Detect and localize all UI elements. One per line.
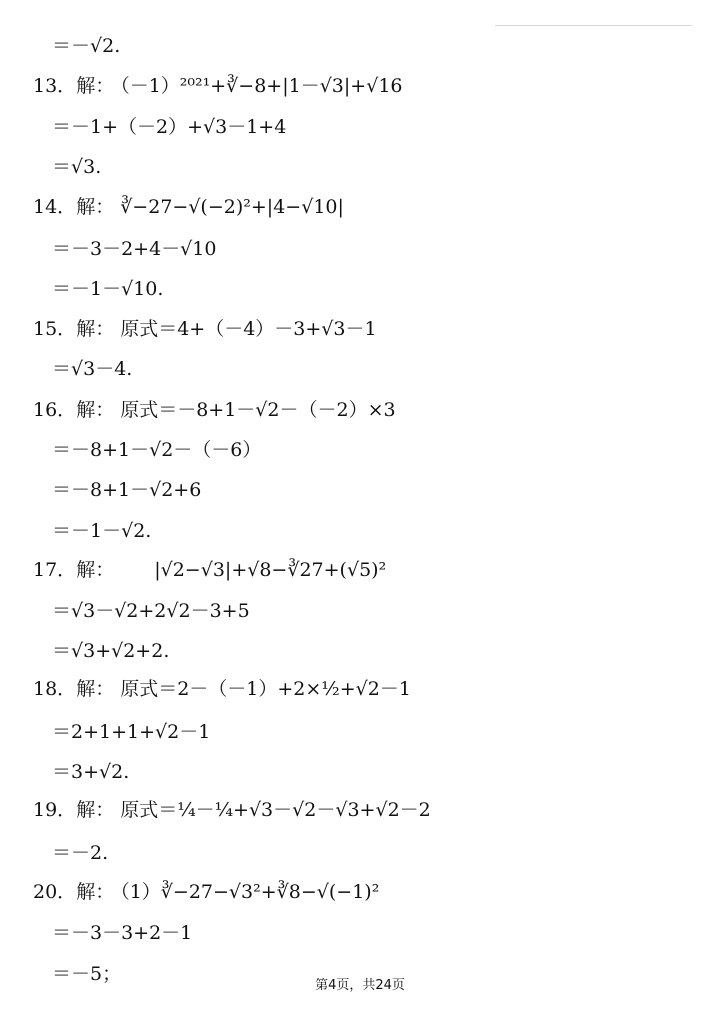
solution-label: 解：: [76, 678, 115, 700]
line-20: ＝－2.: [52, 842, 109, 864]
expression: ∛−27−√(−2)²+|4−√10|: [120, 196, 344, 218]
solution-label: 解：: [76, 399, 115, 421]
expression: （1）∛−27−√3²+∛8−√(−1)²: [120, 881, 380, 903]
solution-label: 解：: [76, 318, 115, 340]
line-22: ＝－3－3+2－1: [52, 922, 193, 944]
page-footer: 第4页，共24页: [315, 978, 405, 993]
question-14: [33, 193, 344, 221]
line-23: ＝－5；: [52, 963, 122, 985]
question-16: [33, 396, 396, 424]
line-14: ＝√3－√2+2√2－3+5: [52, 600, 250, 622]
question-number: 16．: [33, 399, 77, 421]
question-19: [33, 796, 431, 824]
line-17: ＝2+1+1+√2－1: [52, 721, 211, 743]
solution-label: 解：: [76, 881, 115, 903]
line-6: ＝－1－√10.: [52, 278, 164, 300]
solution-label: 解：: [76, 75, 115, 97]
question-number: 18．: [33, 678, 77, 700]
line-12: ＝－1－√2.: [52, 520, 152, 542]
header-rule: [495, 25, 692, 26]
question-15: [33, 315, 377, 343]
question-18: [33, 675, 411, 703]
line-11: ＝－8+1－√2+6: [52, 479, 202, 501]
question-number: 17．: [33, 559, 77, 581]
question-number: 19．: [33, 799, 77, 821]
solution-label: 解：: [76, 799, 115, 821]
question-number: 14．: [33, 196, 77, 218]
expression: |√2−√3|+√8−∛27+(√5)²: [154, 559, 387, 581]
line-18: ＝3+√2.: [52, 761, 130, 783]
line-0: ＝－√2.: [52, 35, 121, 57]
line-3: ＝√3.: [52, 156, 102, 178]
line-8: ＝√3－4.: [52, 358, 133, 380]
expression: （－1）²⁰²¹+∛−8+|1－√3|+√16: [120, 75, 403, 97]
question-number: 20．: [33, 881, 77, 903]
expression: 原式＝2－（－1）+2×½+√2－1: [120, 678, 411, 700]
solution-label: 解：: [76, 559, 115, 581]
question-number: 13．: [33, 75, 77, 97]
question-20: [33, 878, 379, 906]
question-number: 15．: [33, 318, 77, 340]
line-10: ＝－8+1－√2－（－6）: [52, 439, 262, 461]
question-13: [33, 72, 403, 100]
expression: 原式＝4+（－4）－3+√3－1: [120, 318, 377, 340]
expression: 原式＝－8+1－√2－（－2）×3: [120, 399, 396, 421]
solution-label: 解：: [76, 196, 115, 218]
line-5: ＝－3－2+4－√10: [52, 238, 217, 260]
line-2: ＝－1+（－2）+√3－1+4: [52, 116, 287, 138]
expression: 原式＝¼－¼+√3－√2－√3+√2－2: [120, 799, 431, 821]
question-17: [33, 556, 386, 584]
line-15: ＝√3+√2+2.: [52, 640, 170, 662]
